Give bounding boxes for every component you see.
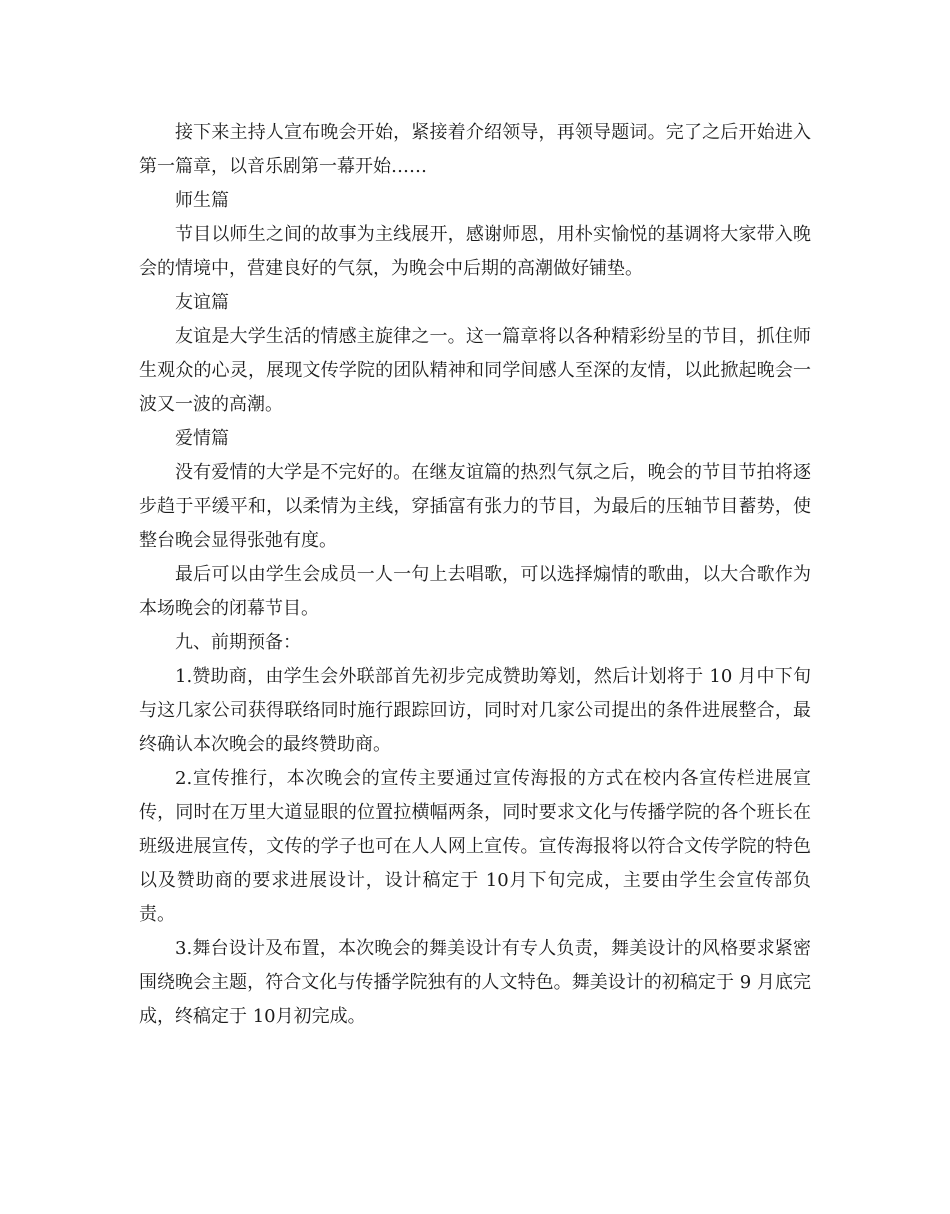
section-heading-preparation: 九、前期预备： [175, 632, 301, 653]
section-heading-friendship: 友谊篇 [175, 292, 229, 313]
paragraph-opening: 接下来主持人宣布晚会开始，紧接着介绍领导，再领导题词。完了之后开始进入第一篇章，以音乐剧第一幕开始…… [139, 122, 811, 177]
section-heading-love: 爱情篇 [175, 428, 229, 449]
section-heading-teacher-student: 师生篇 [175, 190, 229, 211]
paragraph-teacher-student: 节目以师生之间的故事为主线展开，感谢师恩，用朴实愉悦的基调将大家带入晚会的情境中，营建良好的气氛，为晚会中后期的高潮做好铺垫。 [139, 224, 811, 279]
paragraph-publicity: 2.宣传推行，本次晚会的宣传主要通过宣传海报的方式在校内各宣传栏进展宣传，同时在万里大道显眼的位置拉横幅两条，同时要求文化与传播学院的各个班长在班级进展宣传，文传的学子也可在人人网上宣传。宣传海报将以符合文传学院的特色以及赞助商的要求进展设计，设计稿定于 10月下旬完成，主要由学生会宣传部负责。 [139, 768, 811, 925]
paragraph-stage-design: 3.舞台设计及布置，本次晚会的舞美设计有专人负责，舞美设计的风格要求紧密围绕晚会主题，符合文化与传播学院独有的人文特色。舞美设计的初稿定于 9 月底完成，终稿定于 10月初完成。 [139, 938, 811, 1027]
paragraph-friendship: 友谊是大学生活的情感主旋律之一。这一篇章将以各种精彩纷呈的节目，抓住师生观众的心灵，展现文传学院的团队精神和同学间感人至深的友情，以此掀起晚会一波又一波的高潮。 [139, 326, 811, 415]
paragraph-finale: 最后可以由学生会成员一人一句上去唱歌，可以选择煽情的歌曲，以大合歌作为本场晚会的闭幕节目。 [139, 564, 811, 619]
paragraph-sponsor: 1.赞助商，由学生会外联部首先初步完成赞助筹划，然后计划将于 10 月中下旬与这几家公司获得联络同时施行跟踪回访，同时对几家公司提出的条件进展整合，最终确认本次晚会的最终赞助商。 [139, 666, 811, 755]
paragraph-love: 没有爱情的大学是不完好的。在继友谊篇的热烈气氛之后，晚会的节目节拍将逐步趋于平缓平和，以柔情为主线，穿插富有张力的节目，为最后的压轴节目蓄势，使整台晚会显得张弛有度。 [139, 462, 811, 551]
document-body [139, 116, 811, 1034]
